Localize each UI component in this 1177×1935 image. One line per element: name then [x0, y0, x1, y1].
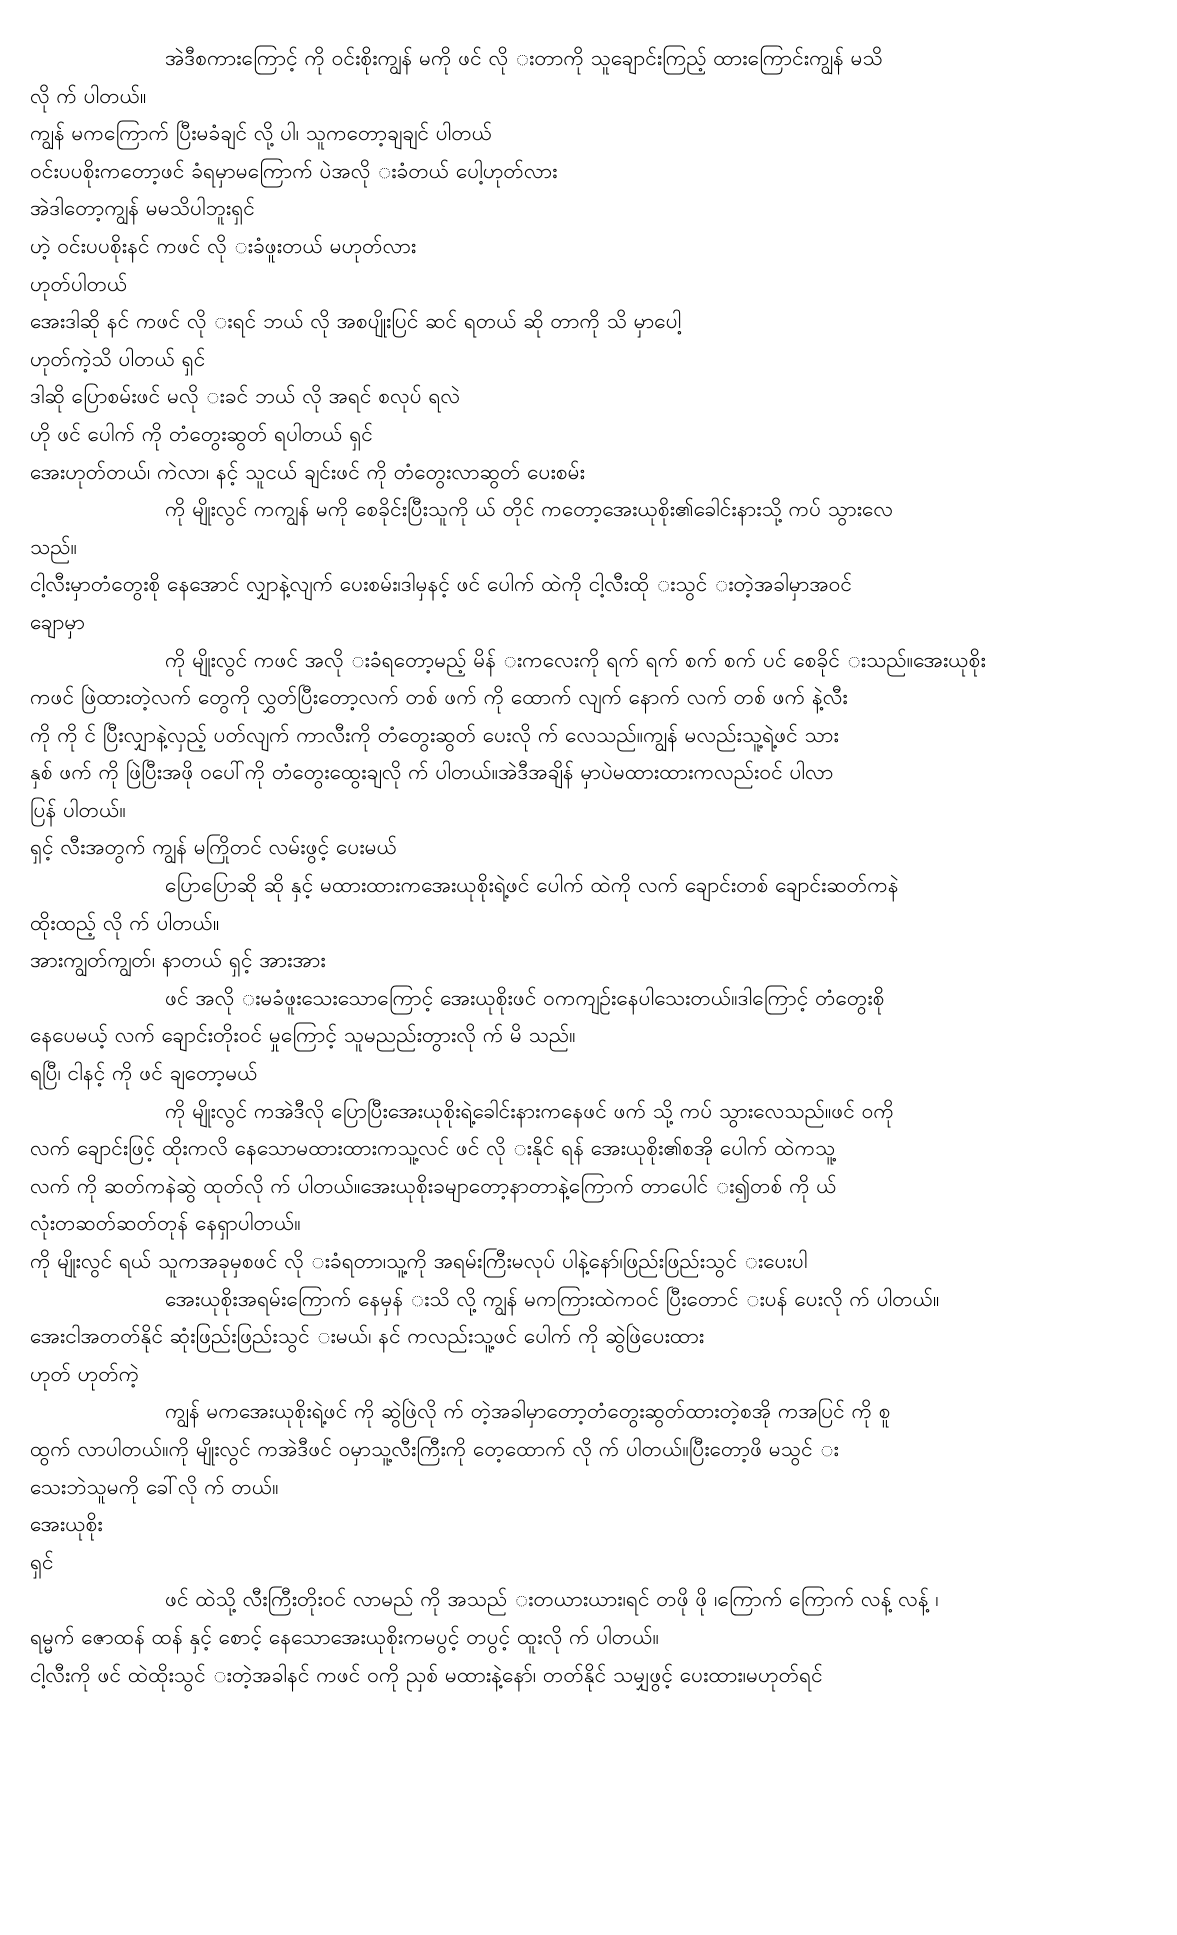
text-line: ကို မျိုးလွင် ကဖင် အလို းခံရတော့မည့် မိန် းကလေးကို ရက် ရက် စက် စက် ပင် စေခိုင် းသည်။အေးယုစိုး [165, 647, 986, 672]
text-line: ကျွန် မကအေးယုစိုးရဲ့ဖင် ကို ဆွဲဖြဲလို က် တဲ့အခါမှာတော့တံတွေးဆွတ်ထားတဲ့စအို ကအပြင် ကို စူ [165, 1399, 891, 1424]
text-line: ပြောပြောဆို ဆို နှင့် မထားထားကအေးယုစိုးရဲ့ဖင် ပေါက် ထဲကို လက် ချောင်းတစ် ချောင်းဆတ်ကနဲ [165, 873, 899, 898]
text-line: ဟဲ့ ဝင်းပပစိုးနင် ကဖင် လို းခံဖူးတယ် မဟုတ်လား [30, 233, 417, 258]
text-line: ကို မျိုးလွင် ကကျွန် မကို စေခိုင်းပြီးသူကို ယ် တိုင် ကတော့အေးယုစိုး၏ခေါင်းနားသို့ ကပ် သွားလေ [165, 497, 894, 522]
text-line: ထွက် လာပါတယ်။ကို မျိုးလွင် ကအဲဒီဖင် ဝမှာသူ့လီးကြီးကို တေ့ထောက် လို က် ပါတယ်။ပြီးတော့ဖိ မသွင် း [30, 1436, 839, 1461]
text-line: ရှင့် လီးအတွက် ကျွန် မကြိုတင် လမ်းဖွင့် ပေးမယ် [30, 835, 398, 860]
text-line: နှစ် ဖက် ကို ဖြဲပြီးအဖို ဝပေါ်ကို တံတွေးထွေးချလို က် ပါတယ်။အဲဒီအချိန် မှာပဲမထားထားကလည်းဝင် ပါလာ [30, 760, 834, 785]
text-line: ဟုတ်ပါတယ် [30, 271, 128, 296]
text-line: ဟုတ် ဟုတ်ကဲ့ [30, 1361, 140, 1386]
text-line: ကို ကို င် ပြီးလျှာနဲ့လှည့် ပတ်လျက် ကာလီးကို တံတွေးဆွတ် ပေးလို က် လေသည်။ကျွန် မလည်းသူ့ရဲ့ဖင် သား [30, 722, 839, 747]
text-line: သည်။ [30, 534, 77, 559]
text-line: ငါ့လီးကို ဖင် ထဲထိုးသွင် းတဲ့အခါနင် ကဖင် ဝကို ညှစ် မထားနဲ့နော်၊ တတ်နိုင် သမျှဖွင့် ပေးထား၊မဟုတ်ရင် [30, 1662, 823, 1687]
text-line: ထိုးထည့် လို က် ပါတယ်။ [30, 910, 220, 935]
text-line: ကျွန် မကကြောက် ပြီးမခံချင် လို့ ပါ၊ သူကတော့ချချင် ပါတယ် [30, 121, 493, 146]
text-line: အားကျွတ်ကျွတ်၊ နာတယ် ရှင့် အားအား [30, 948, 326, 973]
text-line: အေးယုစိုးအရမ်းကြောက် နေမှန် းသိ လို့ ကျွန် မကကြားထဲကဝင် ပြီးတောင် းပန် ပေးလို က် ပါတယ်။ [165, 1286, 940, 1311]
text-line: လက် ကို ဆတ်ကနဲဆွဲ ထုတ်လို က် ပါတယ်။အေးယုစိုးခမျာတော့နာတာနဲ့ကြောက် တာပေါင် း၍တစ် ကို ယ် [30, 1173, 837, 1198]
text-line: လက် ချောင်းဖြင့် ထိုးကလိ နေသောမထားထားကသူ့လင် ဖင် လို းနိုင် ရန် အေးယုစိုး၏စအို ပေါက် ထဲကသူ့ [30, 1136, 836, 1161]
text-line: ကို မျိုးလွင် ကအဲဒီလို ပြောပြီးအေးယုစိုးရဲ့ခေါင်းနားကနေဖင် ဖက် သို့ ကပ် သွားလေသည်။ဖင် ဝကို [165, 1098, 894, 1123]
text-line: ဒါဆို ပြောစမ်းဖင် မလို းခင် ဘယ် လို အရင် စလုပ် ရလဲ [30, 384, 461, 409]
text-line: လုံးတဆတ်ဆတ်တုန် နေရှာပါတယ်။ [30, 1211, 301, 1236]
text-line: အဲဒါတော့ကျွန် မမသိပါဘူးရှင် [30, 196, 255, 221]
text-line: ဟို ဖင် ပေါက် ကို တံတွေးဆွတ် ရပါတယ် ရှင် [30, 421, 373, 446]
text-line: ပြန် ပါတယ်။ [30, 797, 126, 822]
text-line: အေးငါအတတ်နိုင် ဆုံးဖြည်းဖြည်းသွင် းမယ်၊ နင် ကလည်းသူ့ဖင် ပေါက် ကို ဆွဲဖြဲပေးထား [30, 1324, 705, 1349]
text-line: ရမ္မက် ဇောထန် ထန် နှင့် စောင့် နေသောအေးယုစိုးကမပွင့် တပွင့် ထူးလို က် ပါတယ်။ [30, 1624, 659, 1649]
text-line: ဟုတ်ကဲ့သိ ပါတယ် ရှင် [30, 346, 206, 371]
text-line: ဝင်းပပစိုးကတော့ဖင် ခံရမှာမကြောက် ပဲအလို းခံတယ် ပေါ့ဟုတ်လား [30, 158, 558, 183]
text-line: ငါ့လီးမှာတံတွေးစို နေအောင် လျှာနဲ့လျက် ပေးစမ်း၊ဒါမှနင့် ဖင် ပေါက် ထဲကို ငါ့လီးထို းသွင် းတဲ့အခါမှာအဝင် [30, 572, 853, 597]
text-line: အဲဒီစကားကြောင့် ကို ဝင်းစိုးကျွန် မကို ဖင် လို းတာကို သူချောင်းကြည့် ထားကြောင်းကျွန် မသိ [165, 46, 883, 70]
text-line: ရှင် [30, 1549, 54, 1574]
text-line: လို က် ပါတယ်။ [30, 83, 147, 108]
text-line: အေးဟုတ်တယ်၊ ကဲလာ၊ နင့် သူငယ် ချင်းဖင် ကို တံတွေးလာဆွတ် ပေးစမ်း [30, 459, 585, 484]
text-line: ရပြီ၊ ငါနင့် ကို ဖင် ချတော့မယ် [30, 1061, 258, 1086]
text-line: ဖင် အလို းမခံဖူးသေးသောကြောင့် အေးယုစိုးဖင် ဝကကျဉ်းနေပါသေးတယ်။ဒါကြောင့် တံတွေးစို [165, 985, 885, 1010]
text-line: ကဖင် ဖြဲထားတဲ့လက် တွေကို လွှတ်ပြီးတော့လက် တစ် ဖက် ကို ထောက် လျက် နောက် လက် တစ် ဖက် နဲ့လီး [30, 685, 848, 710]
text-line: အေးယုစိုး [30, 1512, 103, 1537]
text-line: ကို မျိုးလွင် ရယ် သူကအခုမှစဖင် လို းခံရတာ၊သူ့ကို အရမ်းကြီးမလုပ် ပါနဲ့နော်၊ဖြည်းဖြည်းသွင် းပေးပါ [30, 1249, 808, 1273]
text-line: ဖင် ထဲသို့ လီးကြီးတိုးဝင် လာမည် ကို အသည် းတယားယား၊ရင် တဖို ဖို ၊ကြောက် ကြောက် လန့် လန့် ၊ [165, 1587, 939, 1612]
text-line: အေးဒါဆို နင် ကဖင် လို းရင် ဘယ် လို အစပျိုးပြင် ဆင် ရတယ် ဆို တာကို သိ မှာပေါ့ [30, 309, 682, 334]
text-line: ချောမှာ [30, 609, 85, 634]
text-line: နေပေမယ့် လက် ချောင်းတိုးဝင် မှုကြောင့် သူမညည်းတွားလို က် မိ သည်။ [30, 1023, 576, 1048]
text-line: သေးဘဲသူမကို ခေါ်လို က် တယ်။ [30, 1474, 279, 1499]
